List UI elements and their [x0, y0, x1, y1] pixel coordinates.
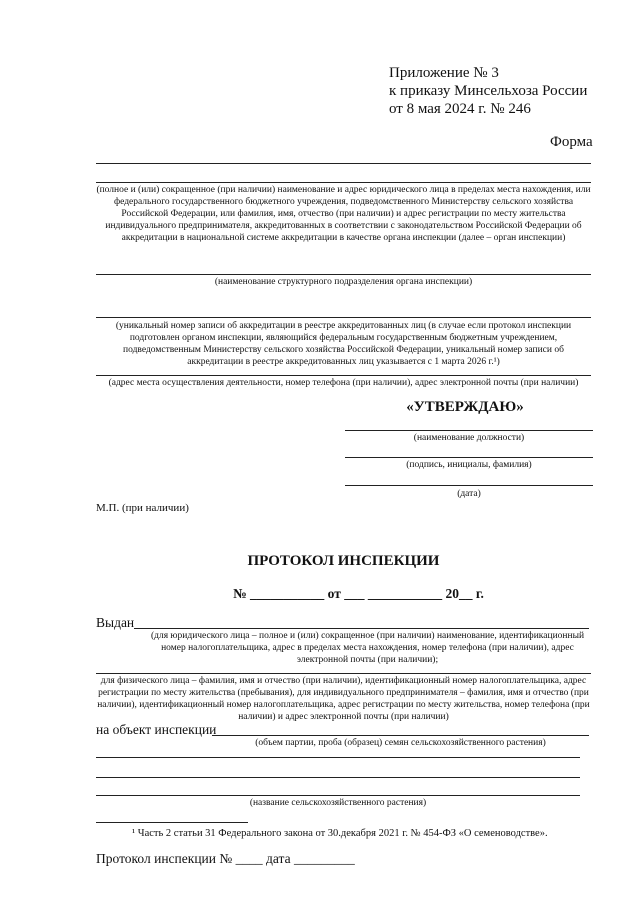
position-caption: (наименование должности) — [413, 433, 525, 443]
legal-entity-caption: (для юридического лица – полное и (или) сокращенное (при наличии) наименование, идентификационный номер налогоплательщика, адрес в пределах места нахождения, номер телефона (при наличии), адрес электронной почты (при наличии); — [150, 631, 585, 665]
footer-protocol-ref: Протокол инспекции № ____ дата _________ — [96, 851, 355, 866]
object-caption: (объем партии, проба (образец) семян сельскохозяйственного растения) — [255, 738, 546, 748]
object-line-2 — [96, 757, 580, 758]
appendix-number: Приложение № 3 — [389, 65, 499, 81]
protocol-title: ПРОТОКОЛ ИНСПЕКЦИИ — [247, 553, 440, 569]
object-line-3 — [96, 777, 580, 778]
protocol-number-line: № ___________ от ___ ___________ 20__ г. — [233, 586, 484, 601]
approval-title: «УТВЕРЖДАЮ» — [406, 399, 524, 415]
object-label: на объект инспекции — [96, 722, 217, 737]
plant-caption: (название сельскохозяйственного растения) — [249, 798, 427, 808]
position-line — [345, 430, 593, 431]
plant-line — [96, 795, 580, 796]
issued-line — [134, 628, 589, 629]
footnote-separator — [96, 822, 248, 823]
unit-caption: (наименование структурного подразделения органа инспекции) — [214, 277, 473, 287]
record-line — [96, 317, 591, 318]
appendix-header — [389, 64, 629, 118]
form-label: Форма — [550, 134, 593, 150]
issued-label: Выдан — [96, 615, 135, 630]
org-name-line-2 — [96, 182, 591, 183]
signature-caption: (подпись, инициалы, фамилия) — [406, 460, 532, 470]
record-caption: (уникальный номер записи об аккредитации в реестре аккредитованных лиц (в случае если протокол инспекции подготовлен органом инспекции, являющийся федеральным государственным бюджетным учреждением, подведомственным Министерству сельского хозяйства Российской Федерации, уникальный номер записи об аккредитации в реестре аккредитованных лиц указывается с 1 марта 2026 г.¹) — [115, 321, 572, 367]
stamp-place: М.П. (при наличии) — [96, 502, 189, 514]
address-caption: (адрес места осуществления деятельности, номер телефона (при наличии), адрес электронной почты (при наличии) — [108, 378, 579, 388]
address-line — [96, 375, 591, 376]
unit-line — [96, 274, 591, 275]
signature-line — [345, 457, 593, 458]
date-caption: (дата) — [457, 489, 481, 499]
order-reference: к приказу Минсельхоза России — [389, 83, 588, 99]
issued-line-2 — [96, 673, 591, 674]
object-line — [212, 735, 589, 736]
order-date: от 8 мая 2024 г. № 246 — [389, 101, 531, 117]
person-caption: для физического лица – фамилия, имя и отчество (при наличии), идентификационный номер налогоплательщика, адрес регистрации по месту жительства (пребывания), для индивидуального предпринимателя – фамилия, имя и отчество (при наличии), идентификационный номер налогоплательщика, адрес регистрации по месту жительства, номер телефона (при наличии) и адрес электронной почты (при наличии) — [97, 676, 590, 722]
org-caption: (полное и (или) сокращенное (при наличии) наименование и адрес юридического лица в пределах места нахождения, или федерального государственного бюджетного учреждения, подведомственного Министерству сельского хозяйства Российской Федерации, или фамилия, имя, отчество (при наличии) и адрес регистрации по месту жительства индивидуального предпринимателя, аккредитованных в соответствии с законодательством Российской Федерации об аккредитации в национальной системе аккредитации в качестве органа инспекции (далее – орган инспекции) — [96, 185, 591, 243]
footnote: ¹ Часть 2 статьи 31 Федерального закона от 30.декабря 2021 г. № 454-ФЗ «О семеноводстве». — [132, 828, 548, 839]
date-line — [345, 485, 593, 486]
org-name-line — [96, 163, 591, 164]
